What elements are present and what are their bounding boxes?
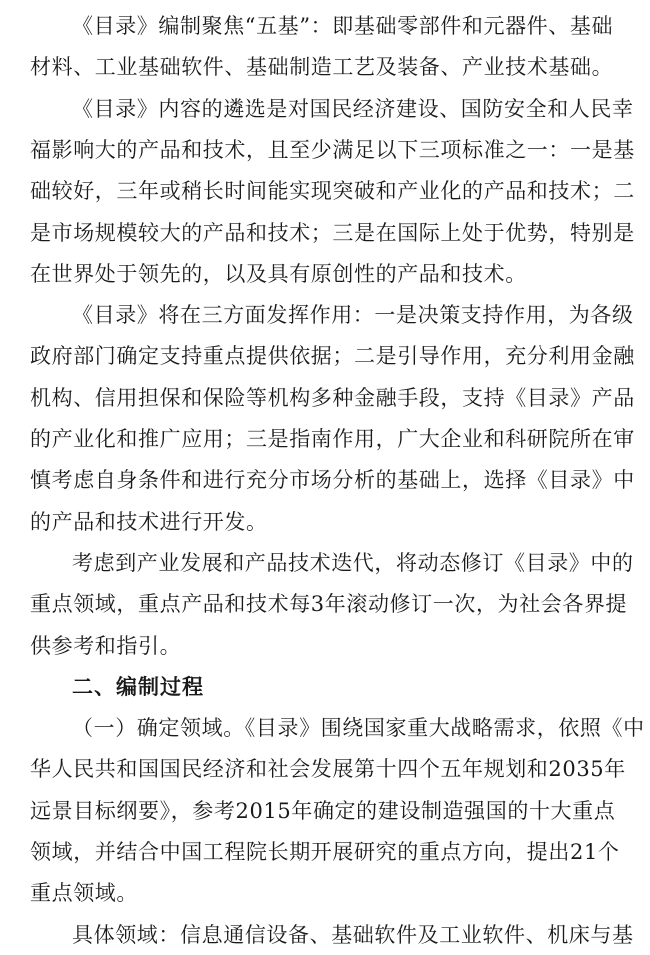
subsection-line-2: 华人民共和国国民经济和社会发展第十四个五年规划和2035年 xyxy=(30,757,626,782)
paragraph-3-line-2: 政府部门确定支持重点提供依据；二是引导作用，充分利用金融 xyxy=(30,344,635,369)
section-heading: 二、编制过程 xyxy=(72,674,204,699)
paragraph-4-line-2: 重点领域，重点产品和技术每3年滚动修订一次，为社会各界提 xyxy=(30,592,628,617)
subsection-line-5: 重点领域。 xyxy=(30,881,138,906)
paragraph-2-line-2: 福影响大的产品和技术，且至少满足以下三项标准之一：一是基 xyxy=(30,137,635,162)
paragraph-2-line-3: 础较好，三年或稍长时间能实现突破和产业化的产品和技术；二 xyxy=(30,179,635,204)
paragraph-2-line-1: 《目录》内容的遴选是对国民经济建设、国防安全和人民幸 xyxy=(72,96,634,121)
paragraph-4-line-1: 考虑到产业发展和产品技术迭代，将动态修订《目录》中的 xyxy=(72,550,634,575)
paragraph-2-line-5: 在世界处于领先的，以及具有原创性的产品和技术。 xyxy=(30,261,527,286)
paragraph-1-line-2: 材料、工业基础软件、基础制造工艺及装备、产业技术基础。 xyxy=(30,55,614,80)
paragraph-3-line-3: 机构、信用担保和保险等机构多种金融手段，支持《目录》产品 xyxy=(30,385,635,410)
subsection-line-3: 远景目标纲要》，参考2015年确定的建设制造强国的十大重点 xyxy=(30,798,616,823)
paragraph-1-line-1: 《目录》编制聚焦“五基”：即基础零部件和元器件、基础 xyxy=(72,14,614,38)
paragraph-2-line-4: 是市场规模较大的产品和技术；三是在国际上处于优势，特别是 xyxy=(30,220,635,245)
paragraph-4-line-3: 供参考和指引。 xyxy=(30,633,182,658)
paragraph-3-line-4: 的产业化和推广应用；三是指南作用，广大企业和科研院所在审 xyxy=(30,427,635,451)
paragraph-3-line-1: 《目录》将在三方面发挥作用：一是决策支持作用，为各级 xyxy=(72,303,634,328)
subsection-line-4: 领域，并结合中国工程院长期开展研究的重点方向，提出21个 xyxy=(30,840,620,864)
paragraph-3-line-6: 的产品和技术进行开发。 xyxy=(30,509,268,534)
last-paragraph-line-1: 具体领域：信息通信设备、基础软件及工业软件、机床与基 xyxy=(72,922,634,947)
paragraph-3-line-5: 慎考虑自身条件和进行充分市场分析的基础上，选择《目录》中 xyxy=(30,468,635,493)
subsection-line-1: （一）确定领域。《目录》围绕国家重大战略需求，依照《中 xyxy=(72,716,645,741)
